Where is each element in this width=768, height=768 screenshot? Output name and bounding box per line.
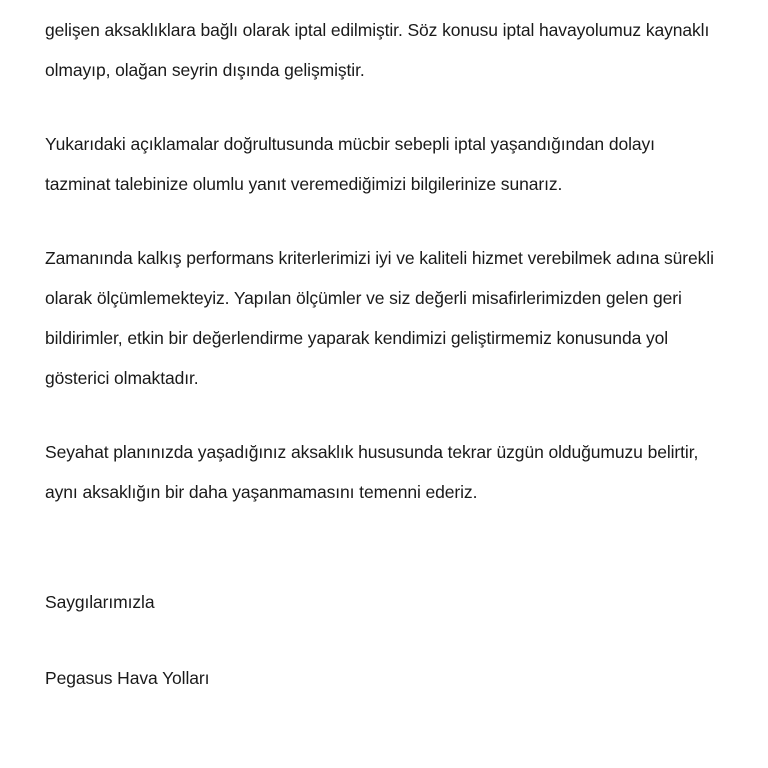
signature-company-name: Pegasus Hava Yolları: [45, 668, 210, 688]
signature-spacer: [45, 512, 718, 582]
paragraph-cancellation-reason: gelişen aksaklıklara bağlı olarak iptal edilmiştir. Söz konusu iptal havayolumuz kaynaklı olmayıp, olağan seyrin dışında gelişmiştir.: [45, 20, 710, 80]
paragraph-spacer: [45, 398, 718, 432]
paragraph-apology-closing: Seyahat planınızda yaşadığınız aksaklık hususunda tekrar üzgün olduğumuzu belirtir, aynı aksaklığın bir daha yaşanmamasını temenni ederiz.: [45, 442, 699, 502]
paragraph-performance-measurement: Zamanında kalkış performans kriterlerimizi iyi ve kaliteli hizmet verebilmek adına sürekli olarak ölçümlemekteyiz. Yapılan ölçümler ve siz değerli misafirlerimizden gelen geri bildirimler, etkin bir değerlendirme yaparak kendimizi geliştirmemiz konusunda yol gösterici olmaktadır.: [45, 248, 714, 388]
paragraph-compensation-decline: Yukarıdaki açıklamalar doğrultusunda mücbir sebepli iptal yaşandığından dolayı tazminat talebinize olumlu yanıt veremediğimizi bilgilerinize sunarız.: [45, 134, 655, 194]
signature-closing: Saygılarımızla: [45, 592, 155, 612]
signature-inner-spacer: [45, 622, 718, 658]
paragraph-spacer: [45, 90, 718, 124]
paragraph-spacer: [45, 204, 718, 238]
